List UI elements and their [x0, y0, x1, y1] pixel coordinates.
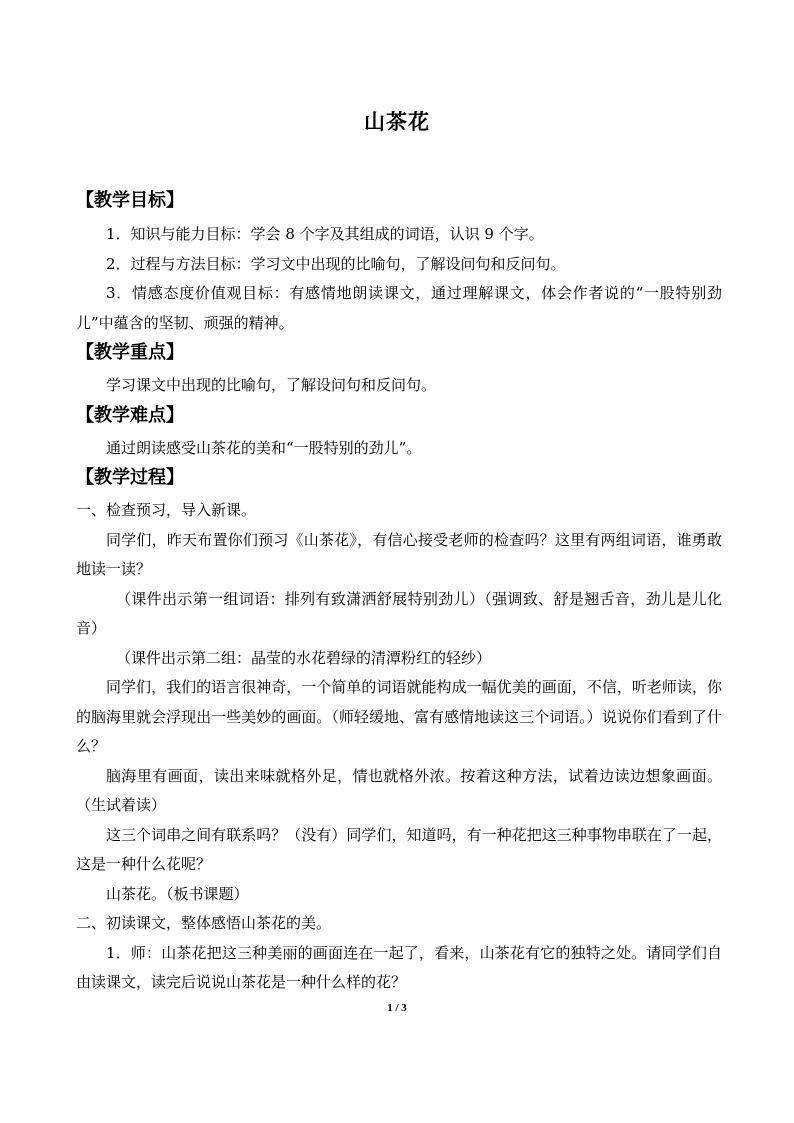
process-step-heading-1: 一、检查预习，导入新课。: [76, 501, 257, 519]
objective-paragraph-1: 1．知识与能力目标：学会 8 个字及其组成的词语，认识 9 个字。: [106, 225, 544, 243]
difficulties-paragraph: 通过朗读感受山茶花的美和“一股特别的劲儿”。: [106, 438, 422, 457]
section-heading-objectives: 【教学目标】: [76, 190, 184, 211]
document-title: 山茶花: [364, 109, 430, 134]
document-body: [76, 186, 722, 998]
process-step-heading-2: 二、初读课文，整体感悟山茶花的美。: [76, 914, 332, 932]
process-paragraph: （课件出示第一组词语：排列有致潇洒舒展特别劲儿）（强调致、舒是翘舌音，劲儿是儿化音）: [76, 589, 722, 637]
objective-paragraph-3: 3．情感态度价值观目标：有感情地朗读课文，通过理解课文，体会作者说的“一股特别劲儿”中蕴含的坚韧、顽强的精神。: [76, 284, 722, 332]
process-paragraph: 脑海里有画面，读出来味就格外足，情也就格外浓。按着这种方法，试着边读边想象画面。（生试着读）: [76, 766, 722, 814]
process-paragraph: 这三个词串之间有联系吗？（没有）同学们，知道吗，有一种花把这三种事物串联在了一起，这是一种什么花呢？: [76, 825, 722, 873]
process-paragraph: 山茶花。（板书课题）: [106, 884, 249, 903]
process-paragraph: （课件出示第二组：晶莹的水花碧绿的清潭粉红的轻纱）: [116, 648, 492, 667]
section-heading-process: 【教学过程】: [76, 467, 184, 488]
page-number: 1 / 3: [387, 1002, 407, 1014]
process-paragraph: 同学们，我们的语言很神奇，一个简单的词语就能构成一幅优美的画面，不信，听老师读，你的脑海里就会浮现出一些美妙的画面。（师轻缓地、富有感情地读这三个词语。）说说你们看到了什么？: [76, 678, 722, 755]
process-paragraph: 同学们，昨天布置你们预习《山茶花》，有信心接受老师的检查吗？这里有两组词语，谁勇敢地读一读？: [76, 530, 722, 578]
key-points-paragraph: 学习课文中出现的比喻句，了解设问句和反问句。: [106, 376, 437, 394]
section-heading-difficulties: 【教学难点】: [76, 404, 184, 426]
process-paragraph: 1．师：山茶花把这三种美丽的画面连在一起了，看来，山茶花有它的独特之处。请同学们自由读课文，读完后说说山茶花是一种什么样的花？: [76, 943, 722, 991]
section-heading-key-points: 【教学重点】: [76, 342, 184, 363]
objective-paragraph-2: 2．过程与方法目标：学习文中出现的比喻句，了解设问句和反问句。: [106, 254, 566, 273]
